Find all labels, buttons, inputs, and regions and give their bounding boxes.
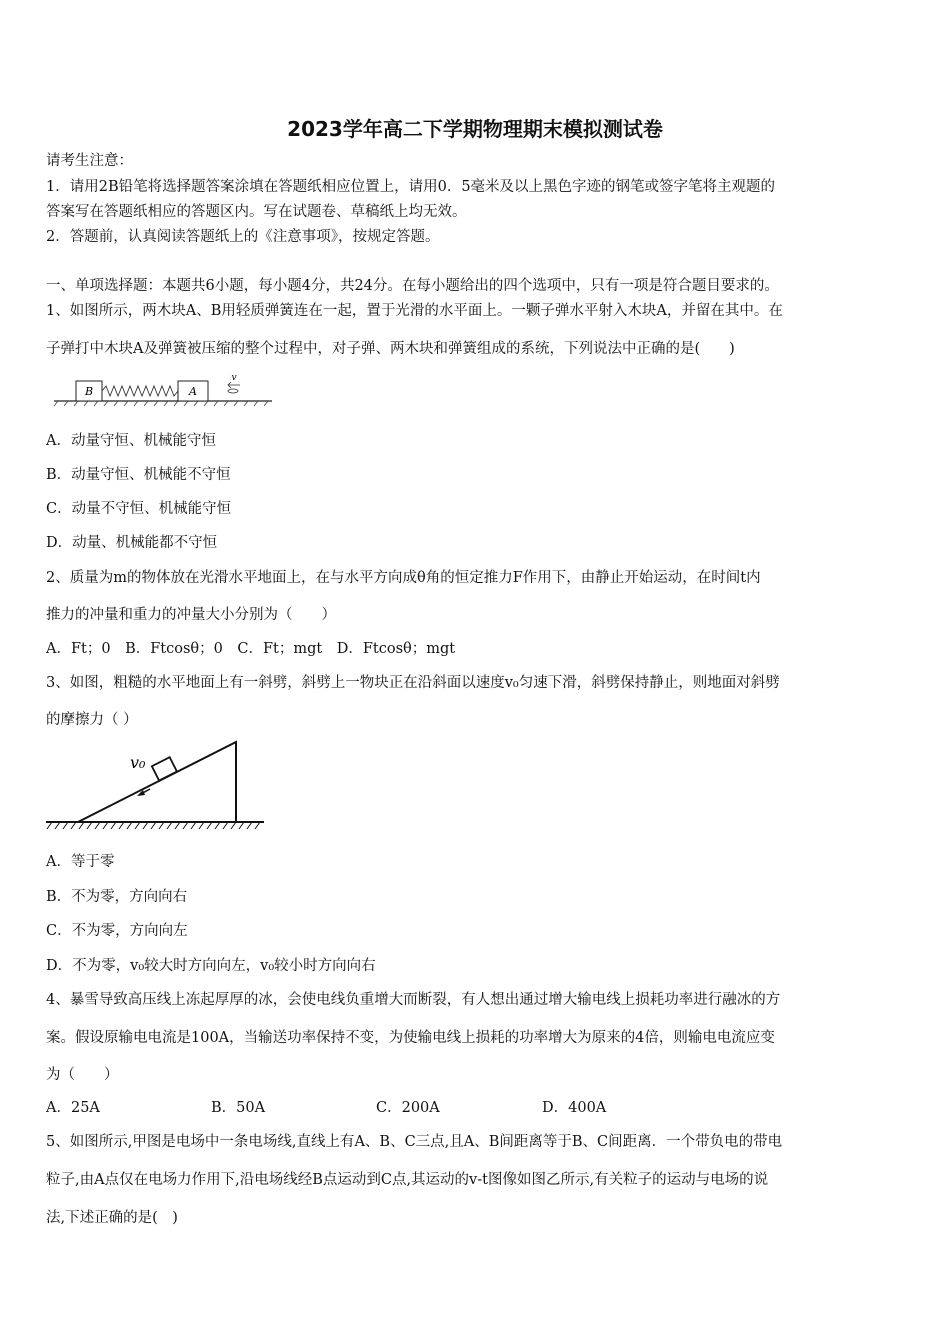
q4-option-a: A．25A <box>46 1100 100 1116</box>
q1-spring-blocks-figure <box>50 370 280 410</box>
notice-heading: 请考生注意： <box>46 153 133 169</box>
q1-option-a: A．动量守恒、机械能守恒 <box>46 433 216 449</box>
q2-stem-line-2: 推力的冲量和重力的冲量大小分别为（ ） <box>46 607 336 623</box>
q3-stem-line-2: 的摩擦力（ ） <box>46 712 138 728</box>
q1-option-d: D．动量、机械能都不守恒 <box>46 535 218 551</box>
notice-item-1-line-2: 答案写在答题纸相应的答题区内。写在试题卷、草稿纸上均无效。 <box>46 204 467 220</box>
section-1-heading: 一、单项选择题：本题共6小题，每小题4分，共24分。在每小题给出的四个选项中，只有一项是符合题目要求的。 <box>46 278 779 294</box>
q2-stem-line-1: 2、质量为m的物体放在光滑水平地面上，在与水平方向成θ角的恒定推力F作用下，由静止开始运动，在时间t内 <box>46 570 761 586</box>
q4-option-b: B．50A <box>211 1100 266 1116</box>
notice-item-2: 2．答题前，认真阅读答题纸上的《注意事项》，按规定答题。 <box>46 229 440 245</box>
q5-stem-line-3: 法,下述正确的是( ) <box>46 1210 178 1226</box>
q5-stem-line-1: 5、如图所示,甲图是电场中一条电场线,直线上有A、B、C三点,且A、B间距离等于B、C间距离．一个带负电的带电 <box>46 1134 783 1150</box>
page-title: 2023学年高二下学期物理期末模拟测试卷 <box>287 117 663 141</box>
q1-option-b: B．动量守恒、机械能不守恒 <box>46 467 231 483</box>
q4-option-d: D．400A <box>542 1100 607 1116</box>
q1-stem-line-1: 1、如图所示，两木块A、B用轻质弹簧连在一起，置于光滑的水平面上。一颗子弹水平射入木块A，并留在其中。在 <box>46 303 783 319</box>
q4-stem-line-1: 4、暴雪导致高压线上冻起厚厚的冰，会使电线负重增大而断裂，有人想出通过增大输电线上损耗功率进行融冰的方 <box>46 992 781 1008</box>
q2-options: A．Ft；0 B．Ftcosθ；0 C．Ft；mgt D．Ftcosθ；mgt <box>46 641 456 657</box>
q4-option-c: C．200A <box>376 1100 440 1116</box>
q1-velocity-label: v <box>231 373 237 383</box>
q1-block-a-label: A <box>189 385 197 398</box>
q3-option-d: D．不为零，v₀较大时方向向左，v₀较小时方向向右 <box>46 958 376 974</box>
q3-option-a: A．等于零 <box>46 854 115 870</box>
q3-option-c: C．不为零，方向向左 <box>46 923 188 939</box>
q3-incline-figure <box>44 738 268 834</box>
q4-stem-line-3: 为（ ） <box>46 1067 119 1083</box>
q4-stem-line-2: 案。假设原输电电流是100A，当输送功率保持不变，为使输电线上损耗的功率增大为原来的4倍，则输电电流应变 <box>46 1030 775 1046</box>
q5-stem-line-2: 粒子,由A点仅在电场力作用下,沿电场线经B点运动到C点,其运动的v-t图像如图乙所示,有关粒子的运动与电场的说 <box>46 1172 769 1188</box>
notice-item-1-line-1: 1．请用2B铅笔将选择题答案涂填在答题纸相应位置上，请用0．5毫米及以上黑色字迹的钢笔或签字笔将主观题的 <box>46 179 776 195</box>
q1-stem-line-2: 子弹打中木块A及弹簧被压缩的整个过程中，对子弹、两木块和弹簧组成的系统，下列说法中正确的是( ) <box>46 341 735 357</box>
q1-block-b-label: B <box>84 385 94 398</box>
q1-option-c: C．动量不守恒、机械能守恒 <box>46 501 232 517</box>
q3-stem-line-1: 3、如图，粗糙的水平地面上有一斜劈，斜劈上一物块正在沿斜面以速度v₀匀速下滑，斜劈保持静止，则地面对斜劈 <box>46 675 780 691</box>
q3-velocity-label: v₀ <box>130 753 146 772</box>
q3-option-b: B．不为零，方向向右 <box>46 889 188 905</box>
